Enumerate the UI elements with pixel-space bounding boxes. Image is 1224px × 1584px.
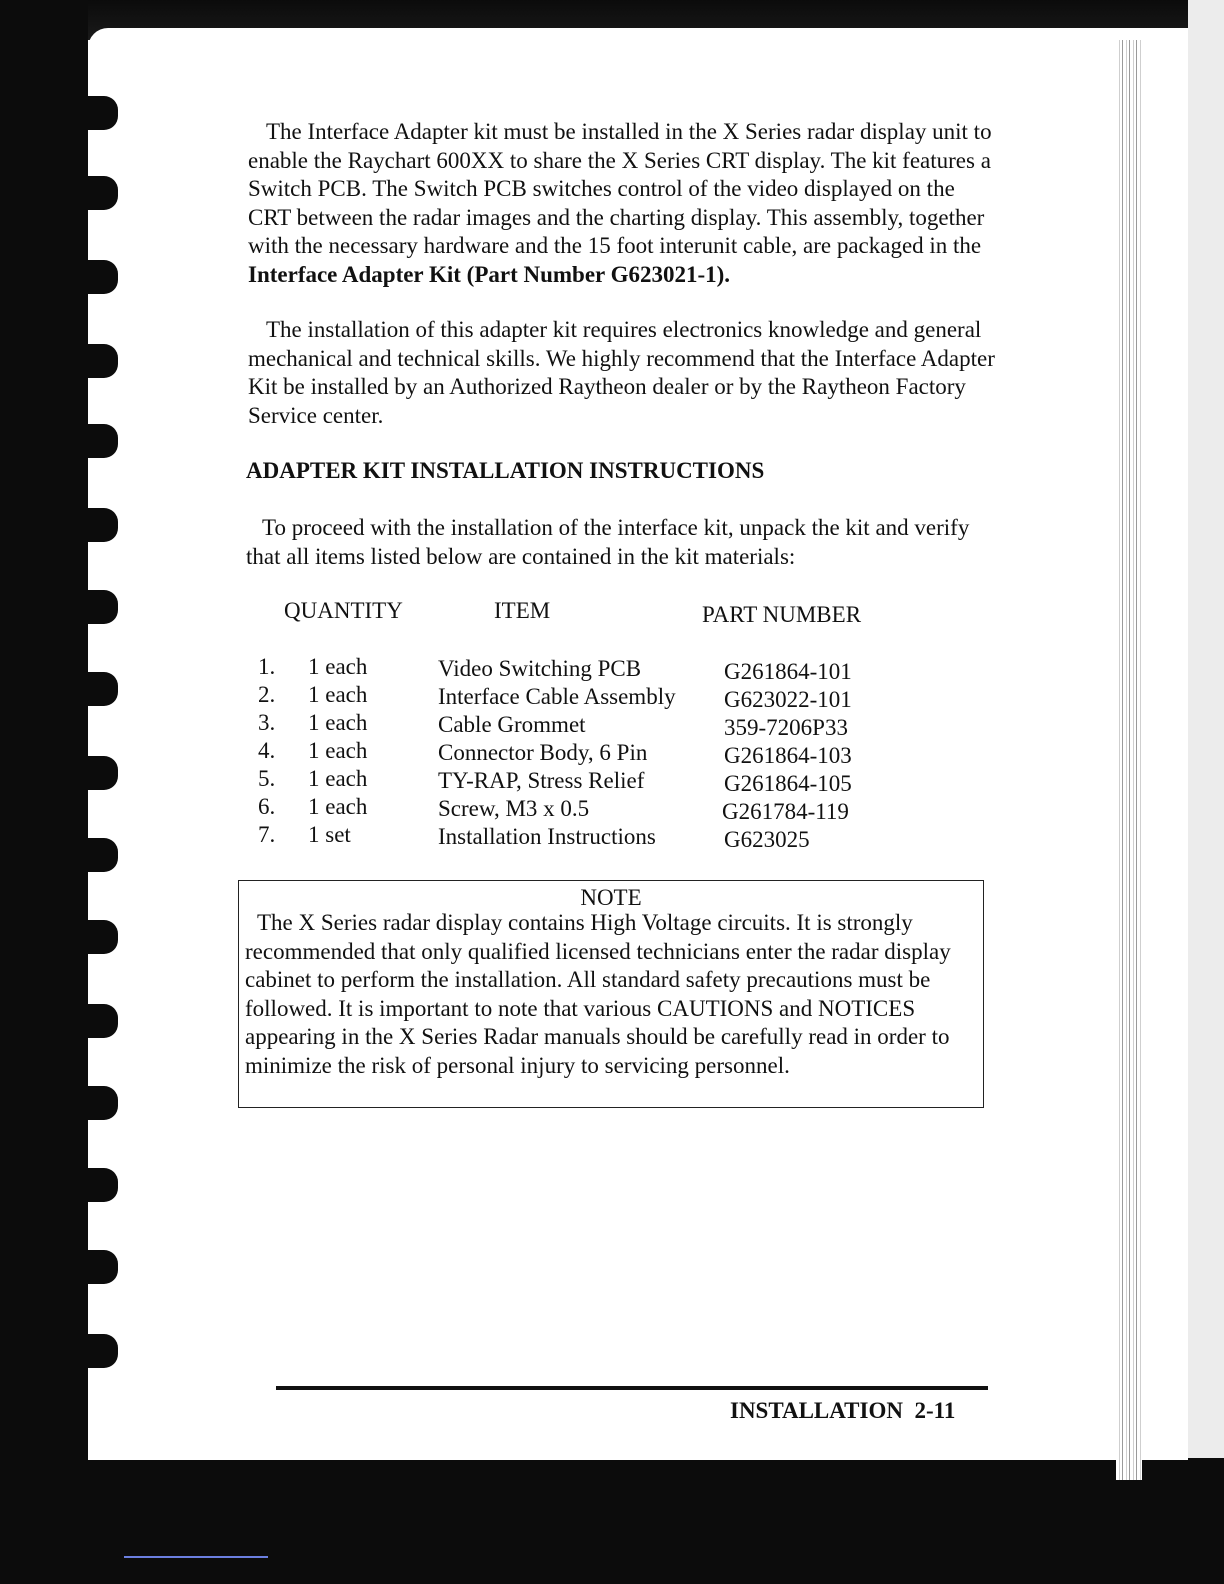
row-number: 4. [258,738,276,763]
row-part-number: G623022-101 [724,687,852,712]
scan-border-right [1188,0,1224,1500]
row-quantity: 1 each [308,766,368,791]
binder-ring [88,1086,118,1120]
row-item: Connector Body, 6 Pin [438,740,648,765]
row-part-number: 359-7206P33 [724,715,848,740]
table-row [0,682,1000,710]
row-quantity: 1 each [308,654,368,679]
row-number: 3. [258,710,276,735]
binder-ring [88,96,118,130]
skills-paragraph: The installation of this adapter kit requires electronics knowledge and general mechanical and technical skills. We highly recommend that the Interface Adapter Kit be installed by an Authorized Raytheon dealer or by the Raytheon Factory Service center. [248,317,995,428]
footer-section: INSTALLATION [730,1398,903,1423]
table-row [0,654,1000,682]
table-row [0,794,1000,822]
binder-ring [88,424,118,458]
row-number: 1. [258,654,276,679]
row-quantity: 1 each [308,738,368,763]
row-part-number: G623025 [724,827,810,852]
binder-ring [88,1334,118,1368]
table-row [0,710,1000,738]
row-quantity: 1 each [308,682,368,707]
note-body: The X Series radar display contains High Voltage circuits. It is strongly recommended that only qualified licensed technicians enter the radar display cabinet to perform the installation. All standard safety precautions must be followed. It is important to note that various CAUTIONS and NOTICES appearing in the X Series Radar manuals should be carefully read in order to minimize the risk of personal injury to servicing personnel. [245,910,951,1078]
row-part-number: G261864-103 [724,743,852,768]
unpack-paragraph: To proceed with the installation of the interface kit, unpack the kit and verify that all items listed below are contained in the kit materials: [246,515,970,569]
note-box [238,880,984,1108]
binder-ring [88,344,118,378]
table-row [0,738,1000,766]
row-part-number: G261864-101 [724,659,852,684]
kit-part-number: Interface Adapter Kit (Part Number G623021-1). [248,261,731,287]
binder-ring [88,1168,118,1202]
header-part-number: PART NUMBER [702,602,862,627]
note-title: NOTE [580,885,642,910]
binder-ring [88,920,118,954]
intro-text: The Interface Adapter kit must be installed in the X Series radar display unit to enable the Raychart 600XX to share the X Series CRT display. The kit features a Switch PCB. The Switch PCB switches control of the video displayed on the CRT between the radar images and the charting display. This assembly, together with the necessary hardware and the 15 foot interunit cable, are packaged in the [248,119,992,258]
binder-ring [88,260,118,294]
binder-ring [88,176,118,210]
footer-page-number: 2-11 [914,1398,956,1423]
row-item: Cable Grommet [438,712,586,737]
binder-ring [88,508,118,542]
scan-artifact-line [124,1556,268,1558]
header-item: ITEM [494,598,551,623]
row-number: 6. [258,794,276,819]
header-quantity: QUANTITY [284,598,403,623]
row-quantity: 1 set [308,822,351,847]
row-number: 7. [258,822,276,847]
binder-ring [88,590,118,624]
section-heading: ADAPTER KIT INSTALLATION INSTRUCTIONS [246,458,765,483]
row-item: Video Switching PCB [438,656,642,681]
row-item: Interface Cable Assembly [438,684,676,709]
binding-spine [1116,40,1142,1480]
row-item: TY-RAP, Stress Relief [438,768,645,793]
row-quantity: 1 each [308,794,368,819]
row-part-number: G261864-105 [724,771,852,796]
page-footer [730,1398,955,1424]
table-row [0,766,1000,794]
intro-paragraph [248,118,996,289]
row-number: 2. [258,682,276,707]
binder-ring [88,1004,118,1038]
table-row [0,822,1000,850]
row-item: Installation Instructions [438,824,656,849]
footer-rule [276,1386,988,1390]
scan-border-bottom [0,1458,1224,1584]
row-number: 5. [258,766,276,791]
binder-ring [88,1250,118,1284]
row-quantity: 1 each [308,710,368,735]
row-part-number: G261784-119 [722,799,849,824]
row-item: Screw, M3 x 0.5 [438,796,590,821]
